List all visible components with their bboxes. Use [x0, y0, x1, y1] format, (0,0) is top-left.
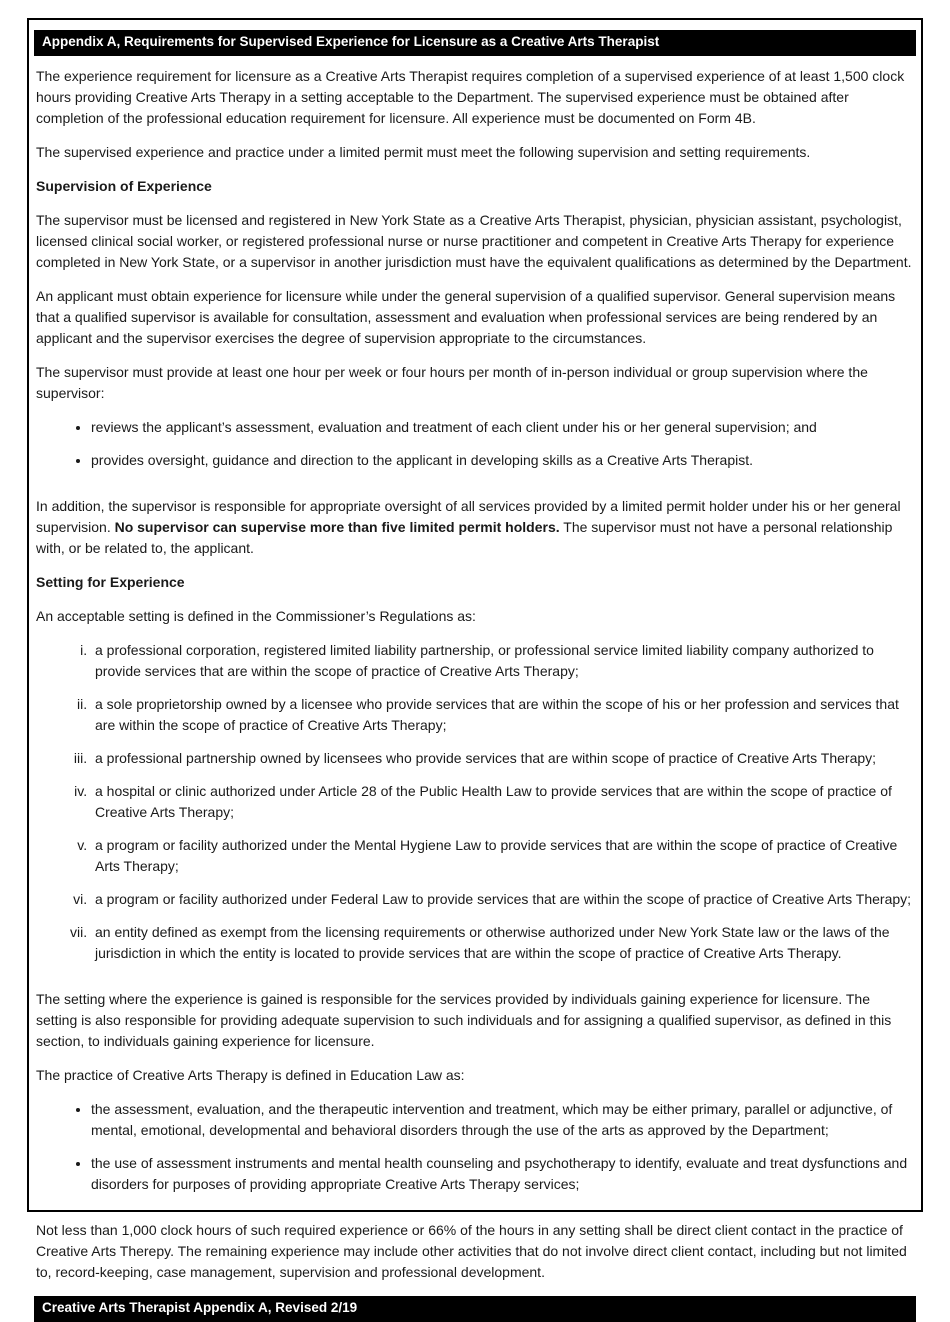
- document-page: [27, 18, 923, 1315]
- document-title: Appendix A, Requirements for Supervised Experience for Licensure as a Creative Arts Therapist: [42, 34, 660, 49]
- limited-permit-text-before: In addition, the supervisor is responsible for appropriate oversight of all services provided by a limited permit holder under his or her general supervision.: [36, 497, 901, 535]
- list-item: • the use of assessment instruments and mental health counseling and psychotherapy to identify, evaluate and treat dysfunctions and disorders for purposes of providing appropriate Creative Arts Therapy services;: [91, 1153, 914, 1195]
- section-heading-supervision: Supervision of Experience: [36, 177, 212, 194]
- section-heading-setting: Setting for Experience: [36, 573, 185, 590]
- list-item: v. a program or facility authorized under the Mental Hygiene Law to provide services that are within the scope of practice of Creative Arts Therapy;: [91, 835, 914, 877]
- setting-responsibility-paragraph: The setting where the experience is gained is responsible for the services provided by individuals gaining experience for licensure. The setting is also responsible for providing adequate supervision to such individuals and for assigning a qualified supervisor, as defined in this section, to individuals gaining experience for licensure.: [36, 990, 892, 1049]
- setting-intro-paragraph: An acceptable setting is defined in the Commissioner’s Regulations as:: [36, 607, 476, 624]
- supervision-bullet-list: [36, 417, 914, 483]
- list-item: vii. an entity defined as exempt from the licensing requirements or otherwise authorized under New York State law or the laws of the jurisdiction in which the entity is located to provide services that are within the scope of practice of Creative Arts Therapy.: [91, 922, 914, 964]
- list-item: • provides oversight, guidance and direction to the applicant in developing skills as a Creative Arts Therapist.: [91, 450, 914, 471]
- list-item: iv. a hospital or clinic authorized under Article 28 of the Public Health Law to provide services that are within the scope of practice of Creative Arts Therapy;: [91, 781, 914, 823]
- supervision-paragraph-2: An applicant must obtain experience for licensure while under the general supervision of a qualified supervisor. General supervision means that a qualified supervisor is available for consultation, assessment and evaluation when professional services are being rendered by an applicant and the supervisor exercises the degree of supervision appropriate to the circumstances.: [36, 287, 896, 346]
- document-header-bar: [34, 30, 916, 56]
- list-item: iii. a professional partnership owned by licensees who provide services that are within scope of practice of Creative Arts Therapy;: [91, 748, 914, 769]
- limited-permit-text-after: The supervisor must not have a personal relationship with, or be related to, the applicant.: [36, 518, 893, 556]
- list-item: i. a professional corporation, registered limited liability partnership, or professional service limited liability company authorized to provide services that are within the scope of practice of Creative Arts Therapy;: [91, 640, 914, 682]
- practice-intro-paragraph: The practice of Creative Arts Therapy is defined in Education Law as:: [36, 1066, 465, 1083]
- list-item: ii. a sole proprietorship owned by a licensee who provide services that are within the scope of his or her profession and services that are within the scope of practice of Creative Arts Therapy;: [91, 694, 914, 736]
- document-body: [34, 56, 916, 1296]
- list-item: vi. a program or facility authorized under Federal Law to provide services that are within the scope of practice of Creative Arts Therapy;: [91, 889, 914, 910]
- closing-paragraph: Not less than 1,000 clock hours of such required experience or 66% of the hours in any setting shall be direct client contact in the practice of Creative Arts Therepy. The remaining experience may include other activities that do not involve direct client contact, including but not limited to, record-keeping, case management, supervision and professional development.: [36, 1221, 907, 1280]
- intro-paragraph-2: The supervised experience and practice under a limited permit must meet the following supervision and setting requirements.: [36, 143, 811, 160]
- limited-permit-paragraph: [36, 496, 914, 559]
- supervision-paragraph-3: The supervisor must provide at least one hour per week or four hours per month of in-person individual or group supervision where the supervisor:: [36, 363, 868, 401]
- limited-permit-bold-text: No supervisor can supervise more than five limited permit holders.: [114, 518, 560, 535]
- document-footer-text: Creative Arts Therapist Appendix A, Revised 2/19: [42, 1299, 358, 1315]
- document-footer-bar: [34, 1296, 916, 1322]
- acceptable-settings-list: [36, 640, 914, 976]
- list-item: • reviews the applicant’s assessment, evaluation and treatment of each client under his or her general supervision; and: [91, 417, 914, 438]
- supervision-paragraph-1: The supervisor must be licensed and registered in New York State as a Creative Arts Therapist, physician, physician assistant, psychologist, licensed clinical social worker, or registered professional nurse or nurse practitioner and competent in Creative Arts Therapy for experience completed in New York State, or a supervisor in another jurisdiction must have the equivalent qualifications as determined by the Department.: [36, 211, 912, 270]
- practice-definition-list: [36, 1099, 914, 1207]
- list-item: • the assessment, evaluation, and the therapeutic intervention and treatment, which may be either primary, parallel or adjunctive, of mental, emotional, developmental and behavioral disorders through the use of the arts as approved by the Department;: [91, 1099, 914, 1141]
- intro-paragraph-1: The experience requirement for licensure as a Creative Arts Therapist requires completion of a supervised experience of at least 1,500 clock hours providing Creative Arts Therapy in a setting acceptable to the Department. The supervised experience must be obtained after completion of the professional education requirement for licensure. All experience must be documented on Form 4B.: [36, 67, 905, 126]
